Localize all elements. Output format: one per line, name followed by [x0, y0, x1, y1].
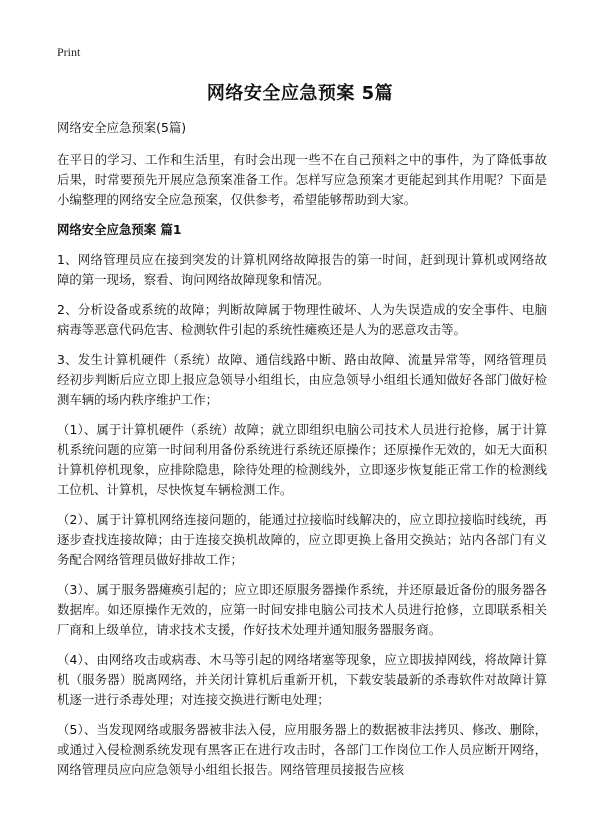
print-label: Print — [57, 45, 81, 59]
paragraph-3: 3、发生计算机硬件（系统）故障、通信线路中断、路由故障、流量异常等，网络管理员经初步判断后应立即上报应急领导小组组长，由应急领导小组组长通知做好各部门做好检测车辆的场内秩序维护工作； — [57, 352, 547, 407]
paragraph-4: （1）、属于计算机硬件（系统）故障；就立即组织电脑公司技术人员进行抢修，属于计算机系统问题的应第一时间利用备份系统进行系统还原操作；还原操作无效的，如无大面积计算机停机现象，应排除隐患，除待处理的检测线外，立即逐步恢复能正常工作的检测线工位机、计算机，尽快恢复车辆检测工作。 — [57, 422, 547, 497]
document-body — [57, 118, 547, 790]
page-title: 网络安全应急预案 5篇 — [206, 83, 394, 104]
document-subtitle: 网络安全应急预案(5篇) — [57, 120, 187, 135]
paragraph-7: （4）、由网络攻击或病毒、木马等引起的网络堵塞等现象，应立即拔掉网线，将故障计算机（服务器）脱离网络，并关闭计算机后重新开机，下载安装最新的杀毒软件对故障计算机逐一进行杀毒处理；对连接交换进行断电处理； — [57, 652, 547, 707]
paragraph-6: （3）、属于服务器瘫痪引起的；应立即还原服务器操作系统，并还原最近备份的服务器各数据库。如还原操作无效的，应第一时间安排电脑公司技术人员进行抢修，立即联系相关厂商和上级单位，请求技术支援，作好技术处理并通知服务器服务商。 — [57, 582, 547, 637]
paragraph-2: 2、分析设备或系统的故障；判断故障属于物理性破坏、人为失误造成的安全事件、电脑病毒等恶意代码危害、检测软件引起的系统性瘫痪还是人为的恶意攻击等。 — [57, 302, 547, 337]
paragraph-5: （2）、属于计算机网络连接问题的，能通过拉接临时线解决的，应立即拉接临时线统，再逐步查找连接故障；由于连接交换机故障的，应立即更换上备用交换站；站内各部门有义务配合网络管理员做好排故工作； — [57, 512, 547, 567]
intro-paragraph: 在平日的学习、工作和生活里，有时会出现一些不在自己预料之中的事件，为了降低事故后果，时常要预先开展应急预案准备工作。怎样写应急预案才更能起到其作用呢？下面是小编整理的网络安全应急预案，仅供参考，希望能够帮助到大家。 — [57, 152, 547, 207]
paragraph-8: （5）、当发现网络或服务器被非法入侵，应用服务器上的数据被非法拷贝、修改、删除，或通过入侵检测系统发现有黑客正在进行攻击时，各部门工作岗位工作人员应断开网络，网络管理员应向应急领导小组组长报告。网络管理员接报告应核 — [57, 722, 547, 777]
section-heading: 网络安全应急预案 篇1 — [57, 222, 182, 237]
paragraph-1: 1、网络管理员应在接到突发的计算机网络故障报告的第一时间，赶到现计算机或网络故障的第一现场，察看、询问网络故障现象和情况。 — [57, 252, 547, 287]
